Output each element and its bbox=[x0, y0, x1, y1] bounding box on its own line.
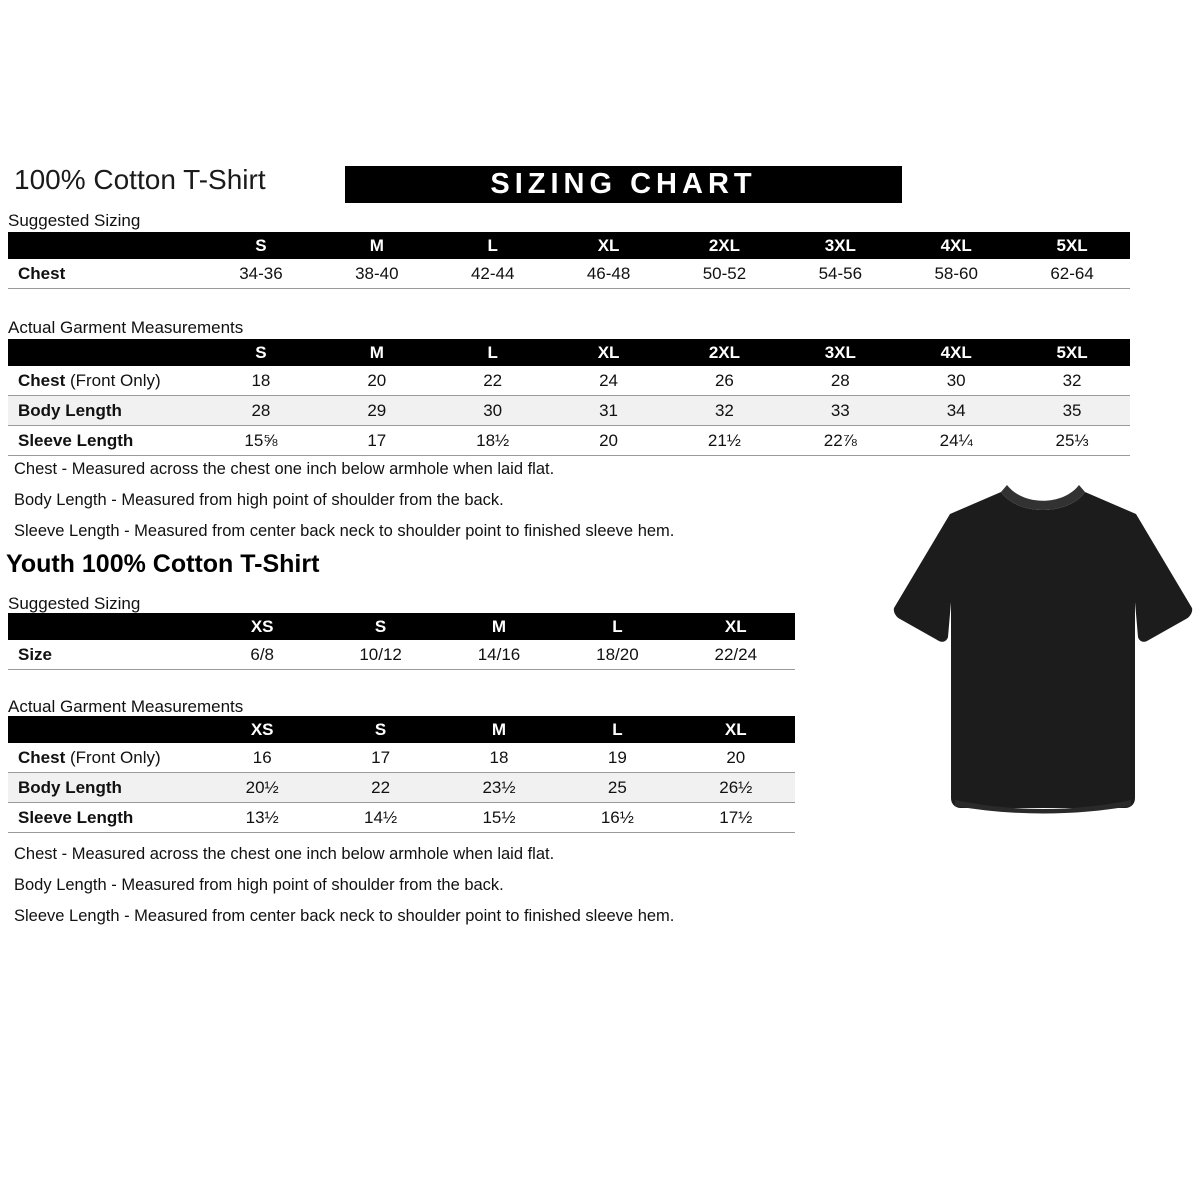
note-sleeve-length: Sleeve Length - Measured from center back neck to shoulder point to finished sleeve hem. bbox=[14, 522, 675, 540]
measurement-value: 34 bbox=[946, 401, 966, 420]
measurement-value: 38-40 bbox=[355, 264, 399, 283]
adult-measurement-notes bbox=[14, 460, 834, 553]
column-header-m: M bbox=[491, 617, 507, 636]
page-title: 100% Cotton T-Shirt bbox=[14, 164, 266, 195]
note-chest: Chest - Measured across the chest one inch below armhole when laid flat. bbox=[14, 845, 555, 863]
row-label-text: Body Length bbox=[18, 401, 122, 420]
column-header-xl: XL bbox=[724, 617, 747, 636]
column-header-3xl: 3XL bbox=[824, 343, 856, 362]
adult-actual-measurements-table bbox=[8, 339, 1130, 456]
column-header-l: L bbox=[612, 617, 623, 636]
measurement-value: 18½ bbox=[476, 431, 510, 450]
measurement-value: 42-44 bbox=[470, 264, 515, 283]
measurement-value: 25⅓ bbox=[1055, 431, 1089, 450]
column-header-l: L bbox=[487, 343, 498, 362]
measurement-value: 23½ bbox=[482, 778, 516, 797]
measurement-value: 24¼ bbox=[939, 431, 973, 450]
table-header-row bbox=[8, 716, 795, 743]
table-row bbox=[8, 640, 795, 670]
column-header-2xl: 2XL bbox=[708, 236, 741, 255]
row-label bbox=[8, 749, 203, 766]
adult-actual-measurements-label: Actual Garment Measurements bbox=[8, 318, 244, 337]
row-label-text: Body Length bbox=[18, 778, 122, 797]
measurement-value: 22/24 bbox=[714, 645, 758, 664]
note-body-length: Body Length - Measured from high point of shoulder from the back. bbox=[14, 876, 504, 894]
measurement-value: 30 bbox=[946, 371, 966, 390]
measurement-value: 14/16 bbox=[477, 645, 521, 664]
measurement-value: 16½ bbox=[600, 808, 634, 827]
column-header-3xl: 3XL bbox=[824, 236, 856, 255]
row-label bbox=[8, 809, 203, 826]
measurement-value: 22 bbox=[371, 778, 391, 797]
measurement-value: 21½ bbox=[707, 431, 741, 450]
row-label bbox=[8, 779, 203, 796]
measurement-value: 18 bbox=[251, 371, 271, 390]
measurement-value: 62-64 bbox=[1050, 264, 1094, 283]
measurement-value: 29 bbox=[367, 401, 387, 420]
measurement-value: 18 bbox=[489, 748, 509, 767]
column-header-xl: XL bbox=[597, 343, 620, 362]
measurement-value: 22 bbox=[483, 371, 503, 390]
measurement-value: 17 bbox=[367, 431, 387, 450]
column-header-m: M bbox=[369, 343, 384, 362]
column-header-xs: XS bbox=[250, 720, 274, 739]
youth-measurement-notes bbox=[14, 845, 834, 938]
measurement-value: 24 bbox=[599, 371, 619, 390]
measurement-value: 20 bbox=[726, 748, 746, 767]
row-label-text: Sleeve Length bbox=[18, 431, 134, 450]
row-label bbox=[8, 646, 203, 663]
sizing-chart-banner bbox=[345, 166, 902, 203]
row-label-text: Chest bbox=[18, 748, 66, 767]
note-body-length: Body Length - Measured from high point of shoulder from the back. bbox=[14, 491, 504, 509]
table-row bbox=[8, 773, 795, 803]
row-label-suffix: (Front Only) bbox=[65, 371, 161, 390]
measurement-value: 22⅞ bbox=[823, 431, 857, 450]
column-header-4xl: 4XL bbox=[940, 343, 972, 362]
row-label-text: Size bbox=[18, 645, 53, 664]
measurement-value: 13½ bbox=[245, 808, 279, 827]
row-label-text: Sleeve Length bbox=[18, 808, 134, 827]
measurement-value: 32 bbox=[1062, 371, 1082, 390]
column-header-4xl: 4XL bbox=[940, 236, 972, 255]
column-header-xl: XL bbox=[724, 720, 747, 739]
measurement-value: 25 bbox=[607, 778, 627, 797]
column-header-2xl: 2XL bbox=[708, 343, 741, 362]
sizing-chart-banner-label: SIZING CHART bbox=[490, 168, 757, 200]
table-header-row bbox=[8, 232, 1130, 259]
measurement-value: 17 bbox=[371, 748, 391, 767]
measurement-value: 28 bbox=[830, 371, 850, 390]
table-header-row bbox=[8, 339, 1130, 366]
tshirt-product-image bbox=[893, 468, 1193, 834]
column-header-5xl: 5XL bbox=[1056, 343, 1088, 362]
table-row bbox=[8, 366, 1130, 396]
measurement-value: 15½ bbox=[482, 808, 516, 827]
column-header-s: S bbox=[255, 236, 267, 255]
column-header-5xl: 5XL bbox=[1056, 236, 1088, 255]
row-label-suffix: (Front Only) bbox=[65, 748, 161, 767]
measurement-value: 18/20 bbox=[596, 645, 639, 664]
youth-suggested-sizing-table bbox=[8, 613, 795, 670]
measurement-value: 35 bbox=[1062, 401, 1082, 420]
measurement-value: 14½ bbox=[364, 808, 398, 827]
measurement-value: 32 bbox=[714, 401, 734, 420]
row-label bbox=[8, 402, 203, 419]
youth-suggested-sizing-label: Suggested Sizing bbox=[8, 594, 141, 613]
note-sleeve-length: Sleeve Length - Measured from center back neck to shoulder point to finished sleeve hem. bbox=[14, 907, 675, 925]
measurement-value: 34-36 bbox=[239, 264, 283, 283]
row-label bbox=[8, 432, 203, 449]
youth-actual-measurements-label: Actual Garment Measurements bbox=[8, 697, 244, 716]
measurement-value: 26½ bbox=[719, 778, 753, 797]
table-row bbox=[8, 426, 1130, 456]
measurement-value: 54-56 bbox=[818, 264, 863, 283]
column-header-l: L bbox=[487, 236, 498, 255]
measurement-value: 17½ bbox=[719, 808, 753, 827]
measurement-value: 50-52 bbox=[702, 264, 747, 283]
table-row bbox=[8, 803, 795, 833]
column-header-s: S bbox=[374, 720, 387, 739]
measurement-value: 46-48 bbox=[586, 264, 631, 283]
column-header-m: M bbox=[491, 720, 507, 739]
measurement-value: 26 bbox=[714, 371, 734, 390]
row-label bbox=[8, 372, 203, 389]
column-header-xl: XL bbox=[597, 236, 620, 255]
column-header-s: S bbox=[374, 617, 387, 636]
row-label-text: Chest bbox=[18, 371, 66, 390]
row-label-text: Chest bbox=[18, 264, 66, 283]
row-label bbox=[8, 265, 203, 282]
youth-actual-measurements-table bbox=[8, 716, 795, 833]
measurement-value: 58-60 bbox=[934, 264, 978, 283]
column-header-s: S bbox=[255, 343, 267, 362]
measurement-value: 20 bbox=[599, 431, 619, 450]
measurement-value: 10/12 bbox=[359, 645, 402, 664]
measurement-value: 15⅝ bbox=[244, 431, 278, 450]
column-header-l: L bbox=[612, 720, 623, 739]
adult-suggested-sizing-table bbox=[8, 232, 1130, 289]
note-chest: Chest - Measured across the chest one inch below armhole when laid flat. bbox=[14, 460, 555, 478]
measurement-value: 16 bbox=[252, 748, 272, 767]
tshirt-silhouette-icon bbox=[893, 468, 1193, 834]
measurement-value: 20½ bbox=[245, 778, 279, 797]
measurement-value: 6/8 bbox=[250, 645, 275, 664]
measurement-value: 31 bbox=[599, 401, 619, 420]
measurement-value: 28 bbox=[251, 401, 271, 420]
measurement-value: 33 bbox=[830, 401, 850, 420]
adult-suggested-sizing-label: Suggested Sizing bbox=[8, 211, 141, 230]
column-header-m: M bbox=[369, 236, 384, 255]
table-row bbox=[8, 743, 795, 773]
measurement-value: 20 bbox=[367, 371, 387, 390]
youth-section-title: Youth 100% Cotton T-Shirt bbox=[6, 550, 320, 578]
table-row bbox=[8, 259, 1130, 289]
column-header-xs: XS bbox=[250, 617, 274, 636]
table-row bbox=[8, 396, 1130, 426]
measurement-value: 30 bbox=[483, 401, 503, 420]
table-header-row bbox=[8, 613, 795, 640]
measurement-value: 19 bbox=[607, 748, 627, 767]
